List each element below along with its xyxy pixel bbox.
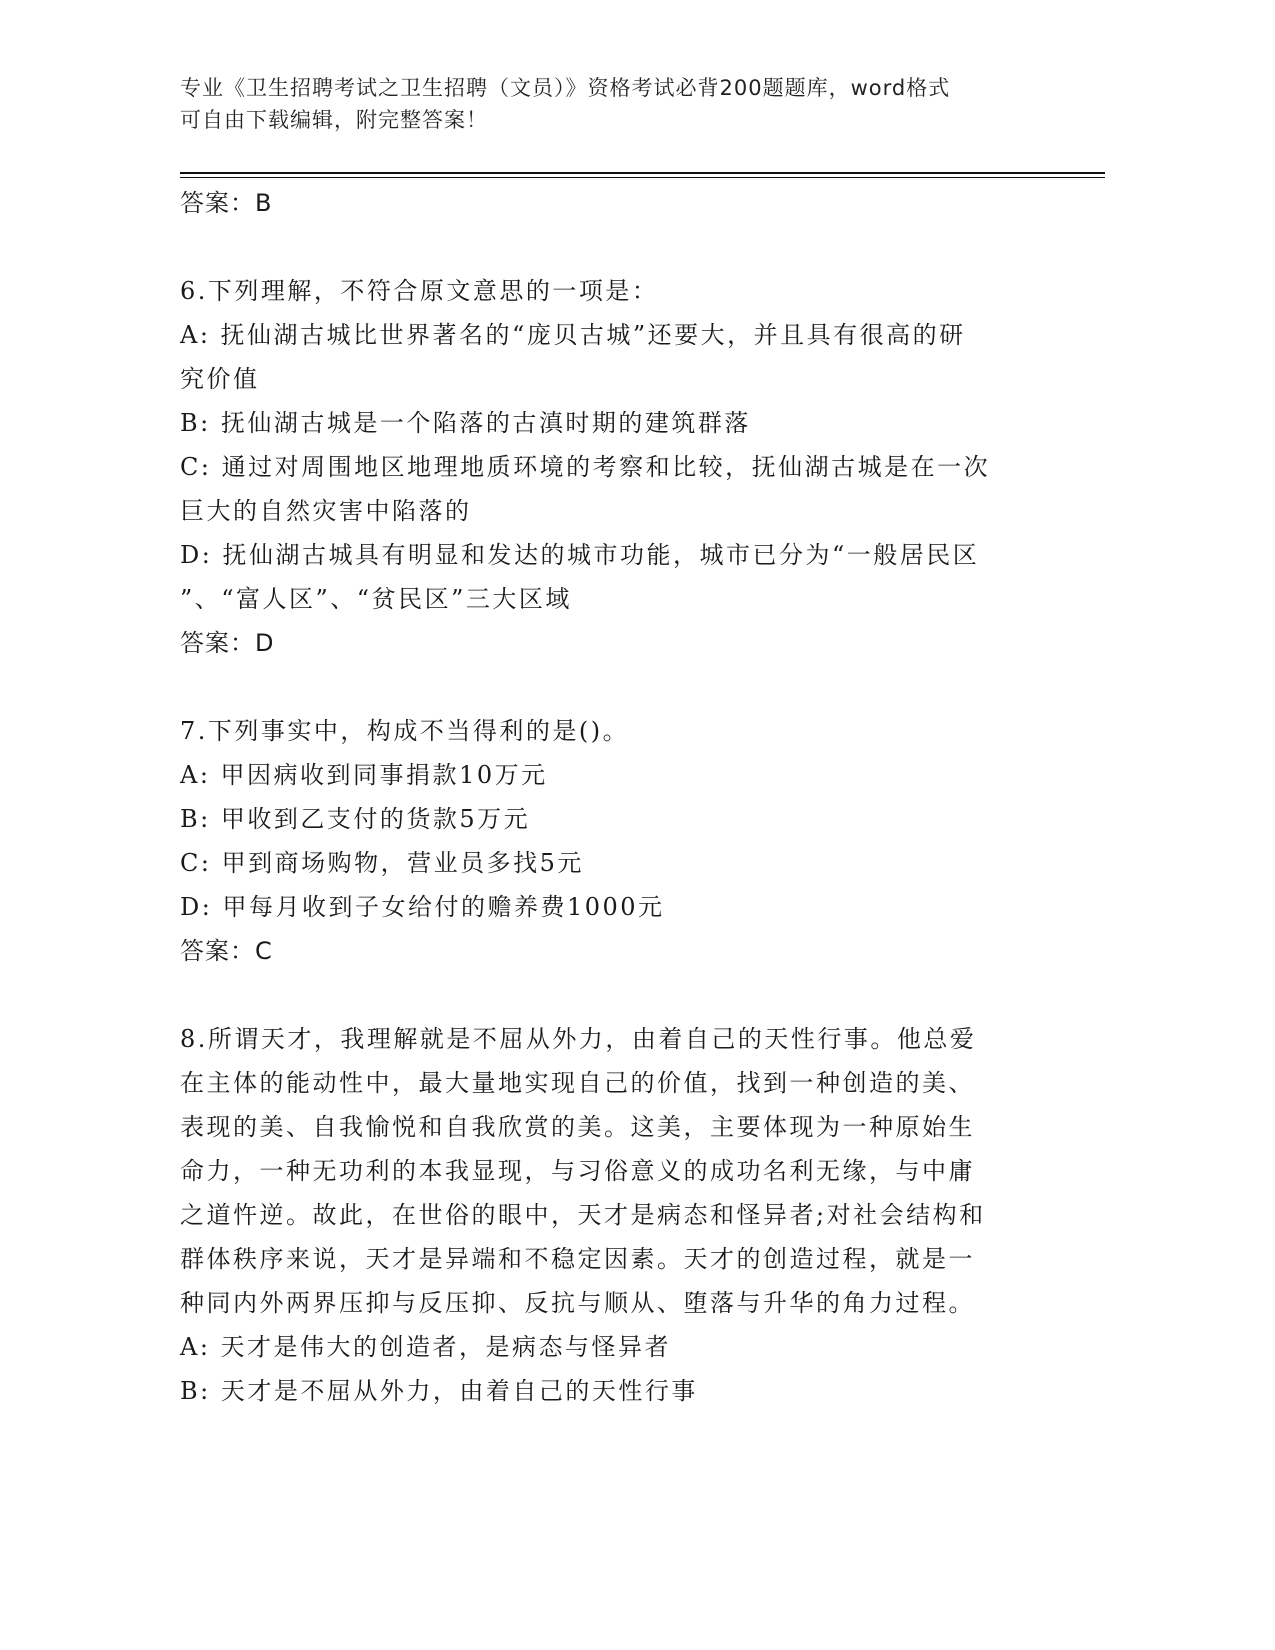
header-title-line-2: 可自由下载编辑，附完整答案！ — [180, 108, 488, 132]
q8-stem-line-3: 表现的美、自我愉悦和自我欣赏的美。这美，主要体现为一种原始生 — [180, 1113, 975, 1141]
q6-stem: 6.下列理解，不符合原文意思的一项是： — [180, 277, 659, 305]
q6-option-b: B: 抚仙湖古城是一个陷落的古滇时期的建筑群落 — [180, 409, 751, 437]
q8-stem-line-7: 种同内外两界压抑与反压抑、反抗与顺从、堕落与升华的角力过程。 — [180, 1289, 975, 1317]
q8-option-b: B: 天才是不屈从外力，由着自己的天性行事 — [180, 1377, 698, 1405]
question-6 — [180, 269, 1050, 665]
question-content — [180, 181, 1050, 1413]
q6-option-c-line-1: C: 通过对周围地区地理地质环境的考察和比较，抚仙湖古城是在一次 — [180, 453, 991, 481]
q8-stem-line-2: 在主体的能动性中，最大量地实现自己的价值，找到一种创造的美、 — [180, 1069, 975, 1097]
q7-option-a: A: 甲因病收到同事捐款10万元 — [180, 761, 548, 789]
answer-q6: 答案：D — [180, 629, 275, 657]
q7-option-b: B: 甲收到乙支付的货款5万元 — [180, 805, 531, 833]
q8-option-a: A: 天才是伟大的创造者，是病态与怪异者 — [180, 1333, 672, 1361]
q8-stem-line-4: 命力，一种无功利的本我显现，与习俗意义的成功名利无缘，与中庸 — [180, 1157, 975, 1185]
q6-option-d-line-1: D: 抚仙湖古城具有明显和发达的城市功能，城市已分为“一般居民区 — [180, 541, 980, 569]
q6-option-c-line-2: 巨大的自然灾害中陷落的 — [180, 497, 472, 525]
q6-option-a-line-2: 究价值 — [180, 365, 260, 393]
spacer — [180, 225, 1050, 269]
q7-option-d: D: 甲每月收到子女给付的赡养费1000元 — [180, 893, 665, 921]
q6-option-a-line-1: A: 抚仙湖古城比世界著名的“庞贝古城”还要大，并且具有很高的研 — [180, 321, 966, 349]
question-8 — [180, 1017, 1050, 1413]
page-header — [180, 72, 1060, 136]
spacer — [180, 973, 1050, 1017]
header-rule-thick — [180, 172, 1105, 174]
q7-option-c: C: 甲到商场购物，营业员多找5元 — [180, 849, 584, 877]
header-rule-thin — [180, 177, 1105, 178]
q6-option-d-line-2: ”、“富人区”、“贫民区”三大区域 — [180, 585, 572, 613]
q8-stem-line-1: 8.所谓天才，我理解就是不屈从外力，由着自己的天性行事。他总爱 — [180, 1025, 977, 1053]
spacer — [180, 665, 1050, 709]
answer-q5: 答案：B — [180, 189, 273, 217]
q8-stem-line-5: 之道忤逆。故此，在世俗的眼中，天才是病态和怪异者;对社会结构和 — [180, 1201, 986, 1229]
question-7 — [180, 709, 1050, 973]
answer-q7: 答案：C — [180, 937, 273, 965]
q7-stem: 7.下列事实中，构成不当得利的是()。 — [180, 717, 630, 745]
q8-stem-line-6: 群体秩序来说，天才是异端和不稳定因素。天才的创造过程，就是一 — [180, 1245, 975, 1273]
header-title-line-1: 专业《卫生招聘考试之卫生招聘（文员）》资格考试必背200题题库，word格式 — [180, 76, 951, 100]
